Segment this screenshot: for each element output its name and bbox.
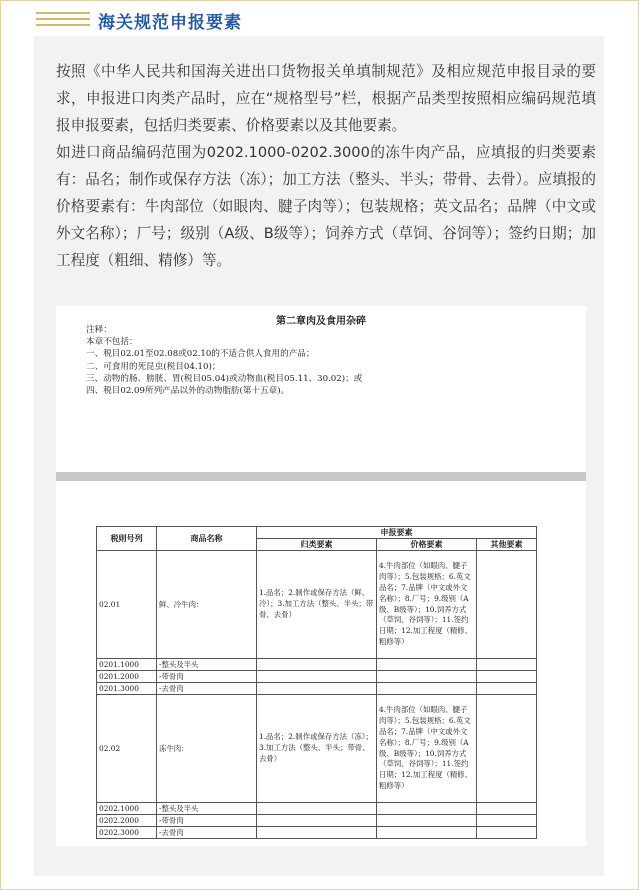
cell-other — [477, 695, 537, 803]
table-row — [97, 671, 537, 683]
cell-classification — [257, 671, 377, 683]
cell-name: -整头及半头 — [157, 659, 257, 671]
cell-price — [377, 815, 477, 827]
table-row — [97, 815, 537, 827]
table-row — [97, 803, 537, 815]
table-row — [97, 695, 537, 803]
intro-paragraph-2: 如进口商品编码范围为0202.1000-0202.3000的冻牛肉产品，应填报的归类要素有：品名；制作或保存方法（冻）；加工方法（整头、半头；带骨、去骨）。应填报的价格要素有：牛肉部位（如眼肉、腱子肉等）；包装规格；英文品名；品牌（中文或外文名称）；厂号；级别（A级、B级等）；饲养方式（草饲、谷饲等）；签约日期；加工程度（粗细、精修）等。 — [56, 144, 596, 269]
header-name: 商品名称 — [157, 527, 257, 551]
page-divider — [56, 472, 586, 481]
cell-other — [477, 671, 537, 683]
cell-price — [377, 827, 477, 839]
cell-price — [377, 659, 477, 671]
table-row — [97, 683, 537, 695]
chapter-title: 第二章肉及食用杂碎 — [276, 316, 366, 327]
cell-code: 0202.3000 — [97, 827, 157, 839]
title-decoration-lines — [36, 11, 90, 27]
cell-code: 02.01 — [97, 551, 157, 659]
section-header — [0, 0, 639, 40]
cell-code: 02.02 — [97, 695, 157, 803]
note-line: 本章不包括： — [86, 337, 138, 348]
cell-code: 0201.1000 — [97, 659, 157, 671]
header-code: 税则号列 — [97, 527, 157, 551]
cell-name: -去骨肉 — [157, 683, 257, 695]
section-title: 海关规范申报要素 — [98, 13, 242, 33]
cell-name: -去骨肉 — [157, 827, 257, 839]
cell-classification: 1.品名；2.制作或保存方法（冻）；3.加工方法（整头、半头；带骨、去骨） — [257, 695, 377, 803]
cell-price — [377, 803, 477, 815]
cell-price: 4.牛肉部位（如眼肉、腱子肉等）；5.包装规格；6.英文品名；7.品牌（中文或外文名称）；8.厂号；9.级别（A级、B级等）；10.饲养方式（草饲、谷饲等）；11.签约日期；12.加工程度（精修、粗修等） — [377, 551, 477, 659]
cell-price — [377, 683, 477, 695]
intro-paragraph-1: 按照《中华人民共和国海关进出口货物报关单填制规范》及相应规范申报目录的要求，申报进口肉类产品时，应在“规格型号”栏，根据产品类型按照相应编码规范填报申报要素，包括归类要素、价格要素以及其他要素。 — [56, 63, 596, 134]
cell-classification — [257, 815, 377, 827]
cell-other — [477, 683, 537, 695]
note-line: 注释： — [86, 325, 112, 335]
cell-name: -带骨肉 — [157, 815, 257, 827]
cell-classification — [257, 659, 377, 671]
cell-other — [477, 827, 537, 839]
cell-classification: 1.品名；2.制作或保存方法（鲜、冷）；3.加工方法（整头、半头；带骨、去骨） — [257, 551, 377, 659]
cell-code: 0201.3000 — [97, 683, 157, 695]
cell-other — [477, 803, 537, 815]
table-row — [97, 659, 537, 671]
header-classification: 归类要素 — [257, 539, 377, 551]
cell-price — [377, 671, 477, 683]
cell-classification — [257, 827, 377, 839]
chapter-notes — [86, 324, 362, 397]
note-line: 三、动物的肠、膀胱、胃(税目05.04)或动物血(税目05.11、30.02)；或 — [86, 373, 363, 384]
cell-code: 0202.1000 — [97, 803, 157, 815]
table-row — [97, 827, 537, 839]
cell-other — [477, 815, 537, 827]
tariff-document-image — [56, 306, 586, 846]
note-line: 二、可食用的死昆虫(税目04.10)； — [86, 361, 221, 372]
intro-text — [56, 58, 596, 274]
cell-name: 冻牛肉： — [157, 695, 257, 803]
cell-classification — [257, 803, 377, 815]
cell-name: -带骨肉 — [157, 671, 257, 683]
cell-code: 0202.2000 — [97, 815, 157, 827]
note-line: 一、税目02.01至02.08或02.10的不适合供人食用的产品； — [86, 349, 315, 360]
table-row — [97, 551, 537, 659]
header-price: 价格要素 — [377, 539, 477, 551]
header-other: 其他要素 — [477, 539, 537, 551]
cell-other — [477, 551, 537, 659]
cell-code: 0201.2000 — [97, 671, 157, 683]
note-line: 四、税目02.09所列产品以外的动物脂肪(第十五章)。 — [86, 386, 290, 397]
cell-price: 4.牛肉部位（如眼肉、腱子肉等）；5.包装规格；6.英文品名；7.品牌（中文或外文名称）；8.厂号；9.级别（A级、B级等）；10.饲养方式（草饲、谷饲等）；11.签约日期；12.加工程度（精修、粗修等） — [377, 695, 477, 803]
declaration-table — [96, 526, 537, 839]
cell-name: 鲜、冷牛肉： — [157, 551, 257, 659]
cell-other — [477, 659, 537, 671]
header-declare-group: 申报要素 — [257, 527, 537, 539]
cell-classification — [257, 683, 377, 695]
cell-name: -整头及半头 — [157, 803, 257, 815]
